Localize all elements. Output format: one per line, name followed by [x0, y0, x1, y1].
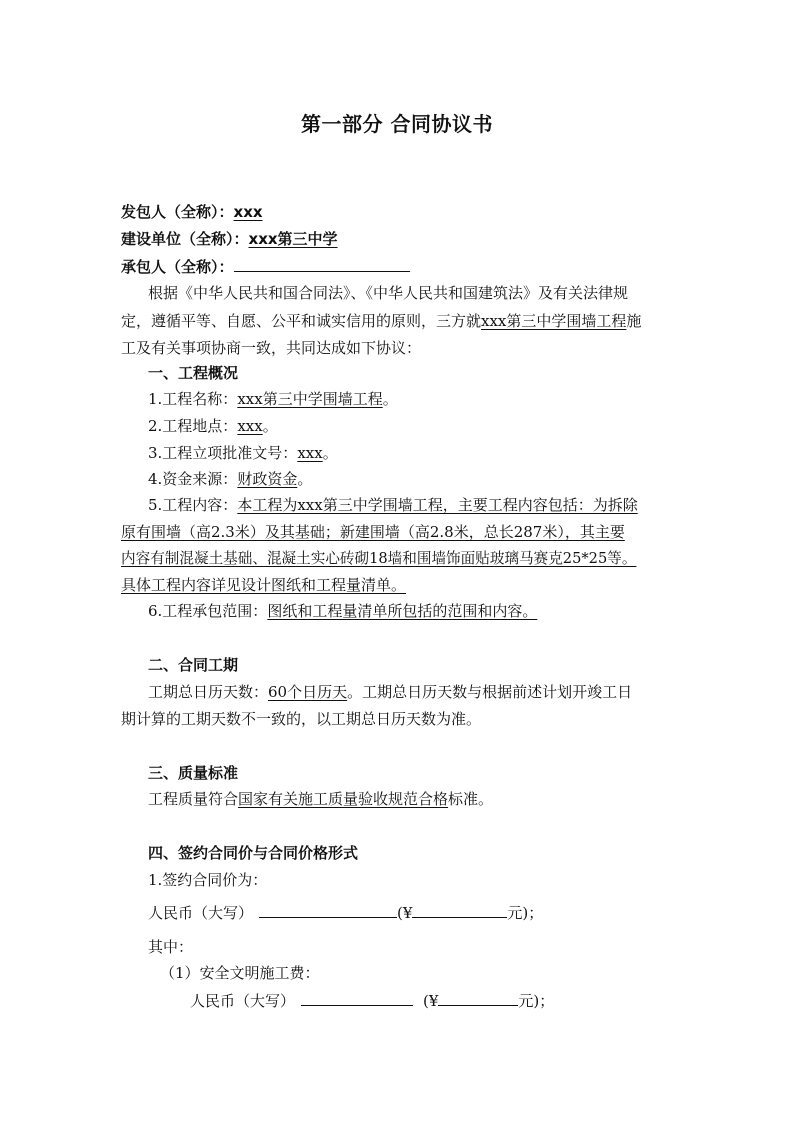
section2-heading: 二、合同工期	[148, 656, 239, 674]
intro-line-2	[121, 311, 641, 331]
item2-label: 2.工程地点：	[148, 417, 238, 435]
builder-line	[121, 229, 338, 249]
item5-line-4: 具体工程内容详见设计图纸和工程量清单。	[121, 576, 407, 594]
project-name-inline: xxx第三中学围墙工程	[481, 312, 627, 330]
contract-price-line	[148, 902, 543, 923]
quality-line	[148, 789, 493, 809]
item1-value: xxx第三中学围墙工程	[237, 390, 383, 408]
item-project-name	[148, 389, 398, 409]
item3-label: 3.工程立项批准文号：	[148, 444, 298, 462]
contractor-label: 承包人（全称）：	[121, 258, 234, 276]
item3-end: 。	[322, 444, 338, 462]
employer-value: xxx	[233, 203, 263, 221]
item5-line-4-row	[121, 575, 406, 595]
safety-fee-item: （1）安全文明施工费：	[160, 964, 320, 982]
intro-line-3: 工及有关事项协商一致，共同达成如下协议：	[121, 339, 422, 357]
quality-standard: 国家有关施工质量验收规范合格	[238, 790, 449, 808]
builder-label: 建设单位（全称）：	[121, 230, 249, 248]
section1-heading: 一、工程概况	[148, 364, 239, 382]
item5-line-3: 内容有制混凝土基础、混凝土实心砖砌18墙和围墙饰面贴玻璃马赛克25*25等。	[121, 550, 637, 567]
intro-text: 定，遵循平等、自愿、公平和诚实信用的原则，三方就	[121, 312, 482, 330]
among-label: 其中：	[148, 938, 194, 956]
sub-rmb-label: 人民币（大写）	[190, 992, 296, 1010]
section4-heading: 四、签约合同价与合同价格形式	[148, 844, 359, 862]
item-project-location	[148, 416, 278, 436]
item6-label: 6.工程承包范围：	[148, 602, 268, 620]
contract-price-item: 1.签约合同价为：	[148, 871, 268, 889]
quality-text: 工程质量符合	[148, 790, 239, 808]
item5-label: 5.工程内容：	[148, 496, 238, 514]
item5-line-1: 本工程为xxx第三中学围墙工程，主要工程内容包括：为拆除	[237, 496, 638, 514]
sub-rmb-amount-blank	[301, 990, 413, 1006]
item1-label: 1.工程名称：	[148, 390, 238, 408]
item4-value: 财政资金	[237, 470, 298, 488]
contractor-line	[121, 256, 410, 277]
builder-value: xxx第三中学	[248, 230, 338, 248]
item-funding-source	[148, 469, 312, 489]
duration-text: 。工期总日历天数与根据前述计划开竣工日	[347, 683, 633, 701]
item1-end: 。	[382, 390, 398, 408]
item2-end: 。	[262, 417, 278, 435]
item-approval-number	[148, 443, 338, 463]
duration-line-1	[148, 682, 632, 702]
item5-line-3-row	[121, 549, 636, 569]
quality-text-end: 标准。	[448, 790, 494, 808]
duration-label: 工期总日历天数：	[148, 683, 269, 701]
sub-yen-amount-blank	[438, 990, 518, 1006]
item3-value: xxx	[297, 444, 323, 462]
rmb-label: 人民币（大写）	[148, 904, 254, 922]
yuan-close: 元)；	[507, 904, 544, 922]
sub-yen-open: (¥	[423, 992, 439, 1010]
duration-value: 60个日历天	[268, 683, 348, 701]
contractor-blank	[234, 256, 410, 272]
item4-label: 4.资金来源：	[148, 470, 238, 488]
item4-end: 。	[297, 470, 313, 488]
item5-line-2: 原有围墙（高2.3米）及其基础；新建围墙（高2.8米，总长287米），其主要	[121, 523, 625, 541]
employer-line	[121, 202, 263, 222]
duration-line-2: 期计算的工期天数不一致的，以工期总日历天数为准。	[121, 710, 482, 728]
yen-open: (¥	[397, 904, 413, 922]
item2-value: xxx	[237, 417, 263, 435]
employer-label: 发包人（全称）：	[121, 203, 234, 221]
item-contract-scope	[148, 601, 537, 621]
item6-value: 图纸和工程量清单所包括的范围和内容。	[267, 602, 538, 620]
yen-amount-blank	[412, 902, 507, 918]
item-project-content	[148, 495, 638, 515]
rmb-amount-blank	[259, 902, 397, 918]
intro-line-1: 根据《中华人民共和国合同法》、《中华人民共和国建筑法》及有关法律规	[148, 284, 629, 302]
section3-heading: 三、质量标准	[148, 764, 239, 782]
safety-fee-price-line	[190, 990, 554, 1011]
page-title: 第一部分 合同协议书	[301, 112, 493, 136]
item5-line-2-row	[121, 522, 625, 542]
intro-text-end: 施	[626, 312, 642, 330]
sub-yuan-close: 元)；	[518, 992, 555, 1010]
